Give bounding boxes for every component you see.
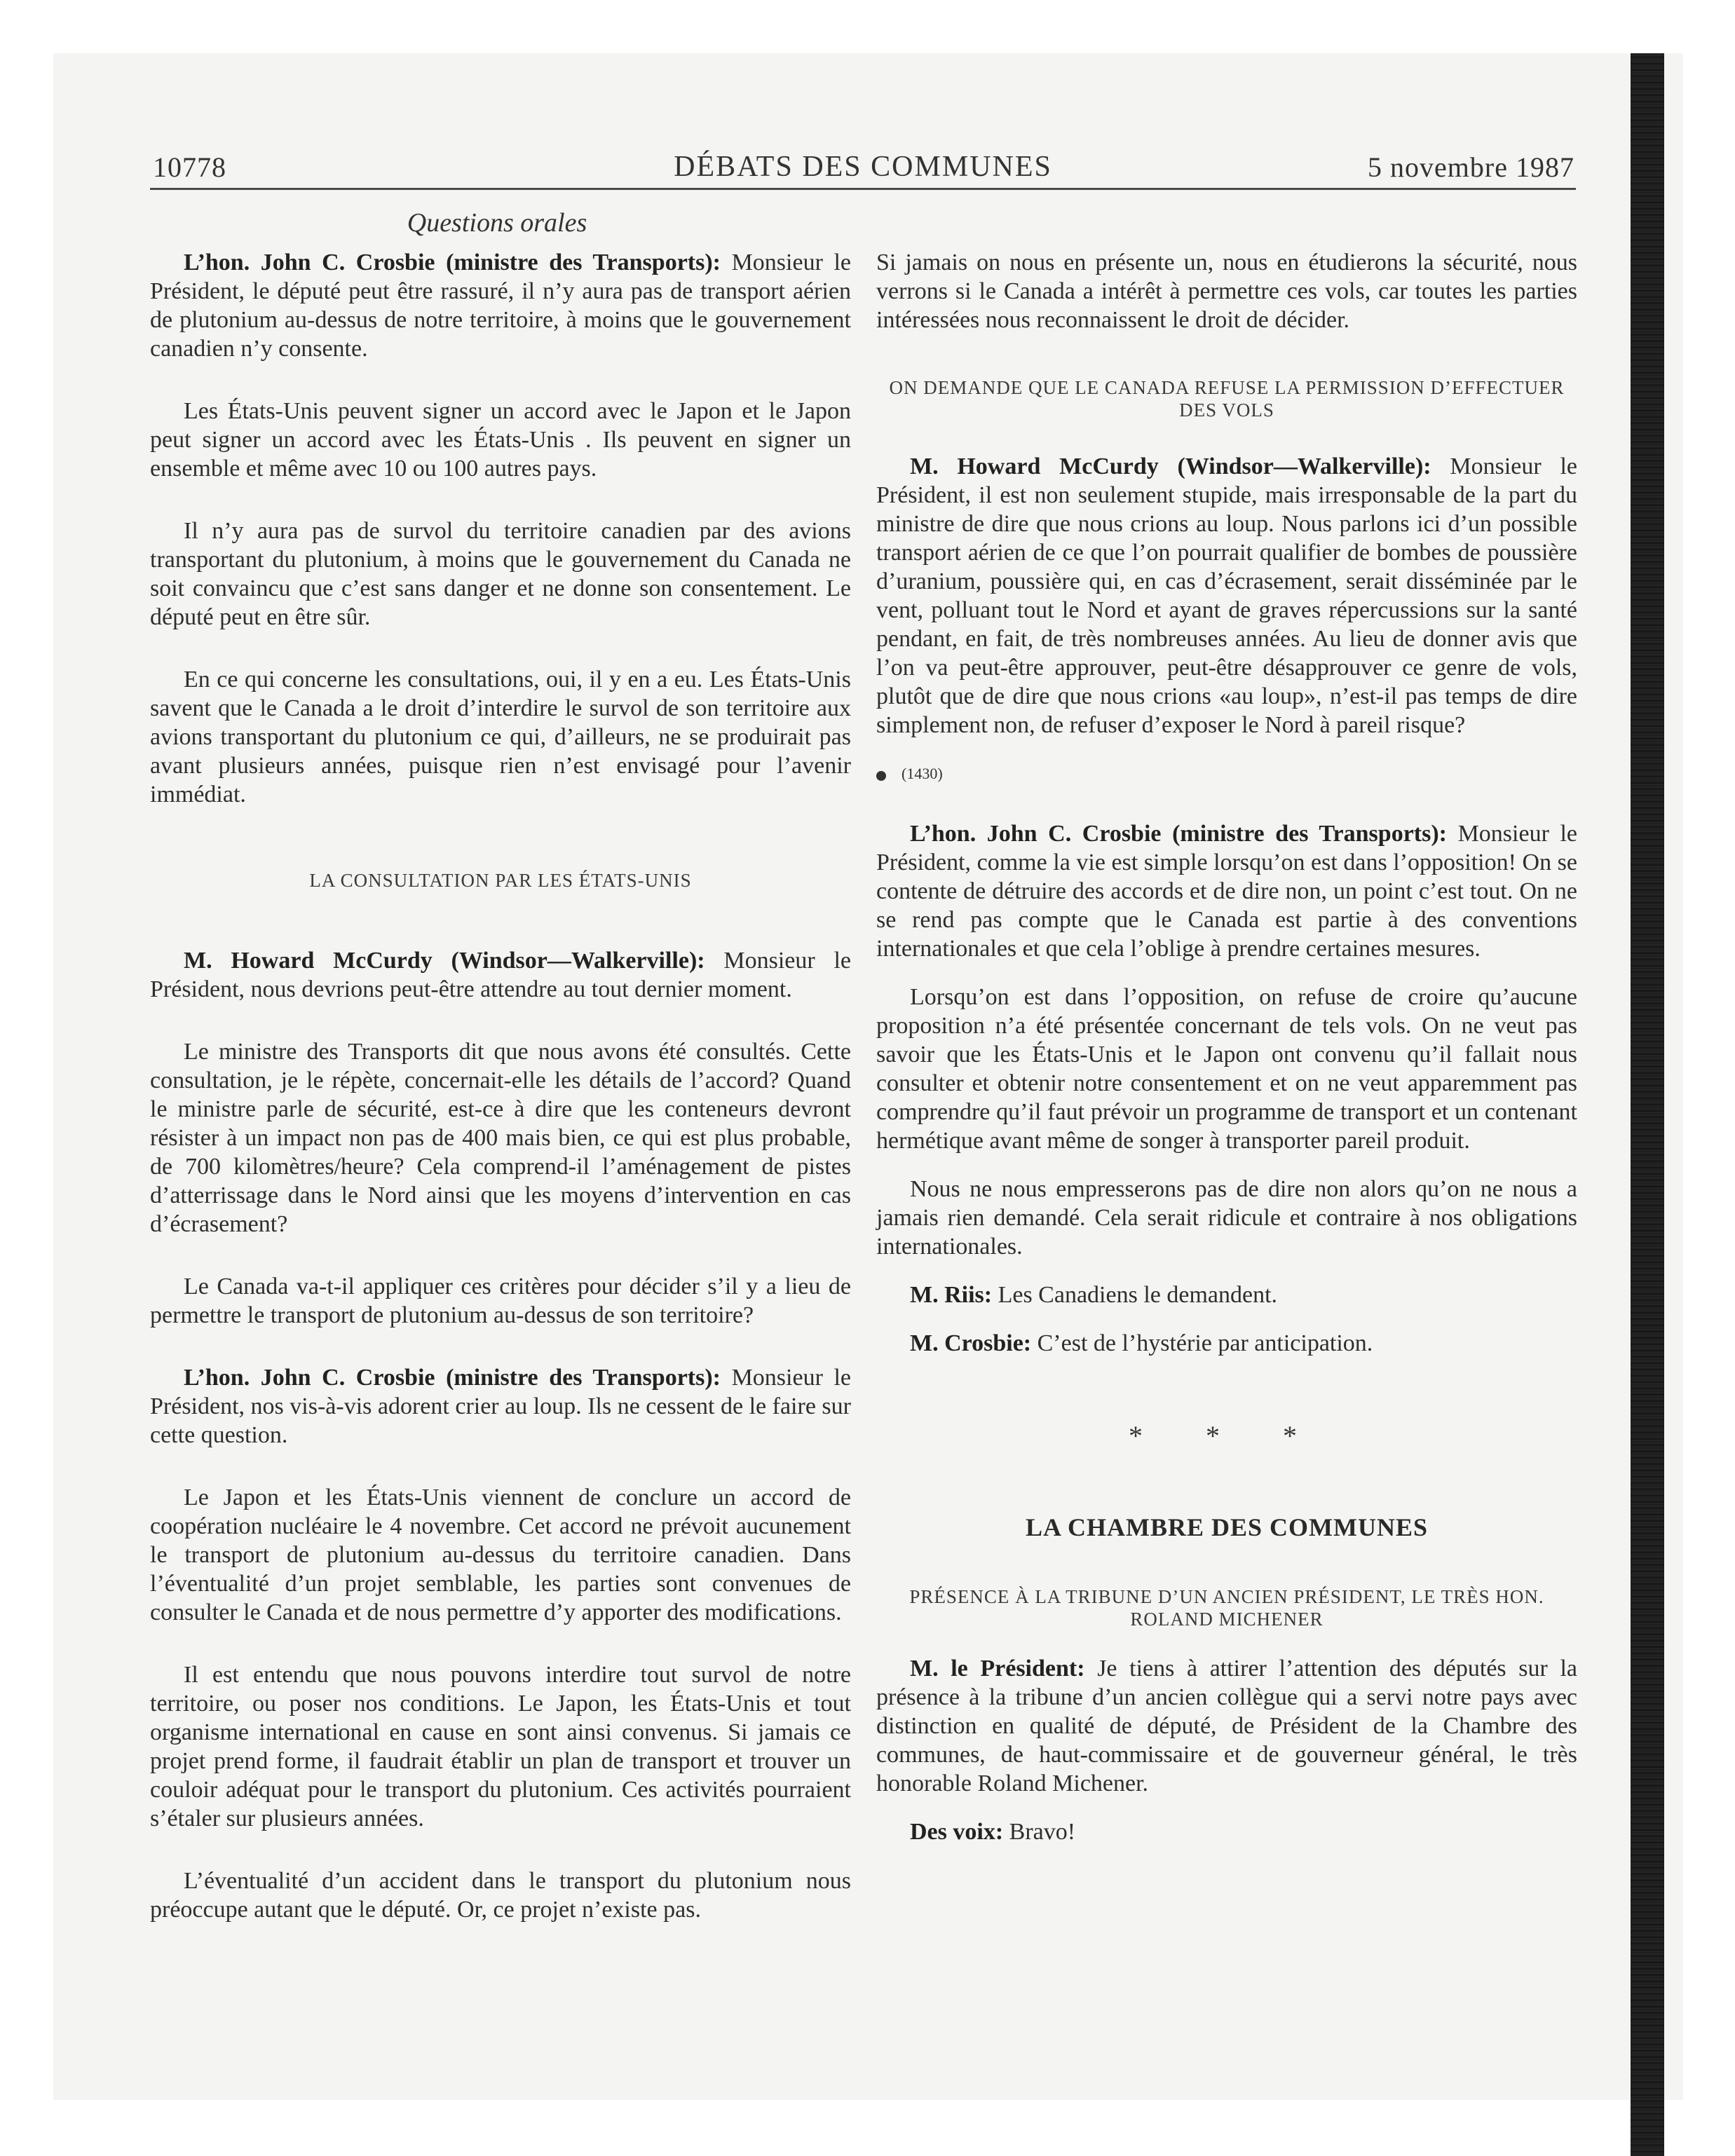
scan-edge-shadow (1631, 53, 1664, 2156)
paragraph (150, 248, 851, 363)
speaker-name: L’hon. John C. Crosbie (ministre des Transports): (910, 821, 1447, 847)
paragraph (876, 1817, 1577, 1846)
speech-text: C’est de l’hystérie par anticipation. (1031, 1330, 1373, 1356)
speech-text: Monsieur le Président, nous devrions peut-être attendre au tout dernier moment. (150, 948, 852, 1002)
paragraph (150, 946, 851, 1004)
speaker-name: M. Howard McCurdy (Windsor—Walkerville): (184, 948, 705, 974)
page-number: 10778 (153, 151, 226, 183)
speaker-name: M. Howard McCurdy (Windsor—Walkerville): (910, 453, 1431, 479)
paragraph: Lorsqu’on est dans l’opposition, on refuse de croire qu’aucune proposition n’a été présentée concernant de tels vols. On ne veut pas savoir que les États-Unis et le Japon ont convenu qu’il fallait nous consulter et obtenir notre consentement et on ne veut apparemment pas comprendre qu’il faut prévoir un programme de transport et un contenant hermétique avant même de songer à transporter pareil produit. (876, 984, 1577, 1154)
publication-title: DÉBATS DES COMMUNES (674, 151, 1052, 183)
paragraph: Il est entendu que nous pouvons interdire tout survol de notre territoire, ou poser nos conditions. Le Japon, les États-Unis et tout organisme international en cause en sont ainsi convenus. Si jamais ce projet prend forme, il faudrait établir un plan de transport et trouver un couloir adéquat pour le transport du plutonium. Ces activités pourraient s’étaler sur plusieurs années. (150, 1662, 851, 1831)
speech-text: Monsieur le Président, il est non seulement stupide, mais irresponsable de la part du ministre de dire que nous crions au loup. Nous parlons ici d’un possible transport aérien de ce que l’on pourrait qualifier de bombes de poussière d’uranium, poussière qui, en cas d’écrasement, serait disséminée par le vent, polluant tout le Nord et ayant de graves répercussions sur la santé pendant, en fait, de très nombreuses années. Au lieu de donner avis que l’on va peut-être approuver, peut-être désapprouver ce genre de vols, plutôt que de dire que nous crions «au loup», n’est-il pas temps de dire simplement non, de refuser d’exposer le Nord à pareil risque? (876, 453, 1578, 738)
speaker-name: M. le Président: (910, 1656, 1085, 1681)
paragraph: Si jamais on nous en présente un, nous en étudierons la sécurité, nous verrons si le Canada a intérêt à permettre ces vols, car toutes les parties intéressées nous reconnaissent le droit de décider. (876, 250, 1577, 333)
paragraph: Le Japon et les États-Unis viennent de conclure un accord de coopération nucléaire le 4 novembre. Cet accord ne prévoit aucunement le transport de plutonium au-dessus du territoire canadien. Dans l’éventualité d’un projet semblable, les parties sont convenues de consulter le Canada et de nous permettre d’y apporter des modifications. (150, 1485, 851, 1625)
speech-text: Bravo! (1003, 1819, 1076, 1845)
section-subheading: PRÉSENCE À LA TRIBUNE D’UN ANCIEN PRÉSIDENT, LE TRÈS HON. ROLAND MICHENER (909, 1586, 1544, 1630)
publication-date: 5 novembre 1987 (1368, 151, 1574, 183)
timestamp: (1430) (901, 765, 943, 782)
bullet-icon (876, 771, 886, 781)
paragraph (876, 1281, 1577, 1309)
speaker-name: L’hon. John C. Crosbie (ministre des Transports): (184, 250, 721, 275)
section-separator: * * * (1129, 1420, 1325, 1452)
speech-text: Monsieur le Président, le député peut être rassuré, il n’y aura pas de transport aérien de plutonium au-dessus de notre territoire, à moins que le gouvernement canadien n’y consente. (150, 250, 852, 362)
paragraph: Nous ne nous empresserons pas de dire non alors qu’on ne nous a jamais rien demandé. Cela serait ridicule et contraire à nos obligations internationales. (876, 1176, 1577, 1260)
page-header (150, 144, 1576, 190)
speech-text: Monsieur le Président, comme la vie est simple lorsqu’on est dans l’opposition! On se contente de détruire des accords et de dire non, un point c’est tout. On ne se rend pas compte que le Canada est partie à des conventions internationales et que cela l’oblige à prendre certaines mesures. (876, 821, 1578, 962)
speech-text: Je tiens à attirer l’attention des députés sur la présence à la tribune d’un ancien collègue qui a servi notre pays avec distinction en qualité de député, de Président de la Chambre des communes, de haut-commissaire et de gouverneur général, le très honorable Roland Michener. (876, 1656, 1577, 1796)
main-heading: LA CHAMBRE DES COMMUNES (1025, 1513, 1429, 1541)
speech-text: Monsieur le Président, nos vis-à-vis adorent crier au loup. Ils ne cessent de le faire sur cette question. (150, 1365, 852, 1448)
paragraph (876, 1654, 1577, 1798)
paragraph: Les États-Unis peuvent signer un accord avec le Japon et le Japon peut signer un accord avec les États-Unis . Ils peuvent en signer un ensemble et même avec 10 ou 100 autres pays. (150, 398, 851, 482)
section-subheading: ON DEMANDE QUE LE CANADA REFUSE LA PERMISSION D’EFFECTUER DES VOLS (889, 377, 1565, 421)
paragraph: Le Canada va-t-il appliquer ces critères pour décider s’il y a lieu de permettre le transport de plutonium au-dessus de son territoire? (150, 1274, 851, 1328)
section-title: Questions orales (407, 208, 587, 238)
left-column (150, 248, 851, 1924)
speaker-name: M. Riis: (910, 1282, 993, 1308)
right-column (876, 248, 1577, 1846)
section-subheading: LA CONSULTATION PAR LES ÉTATS-UNIS (309, 870, 692, 891)
paragraph: L’éventualité d’un accident dans le transport du plutonium nous préoccupe autant que le député. Or, ce projet n’existe pas. (150, 1868, 851, 1923)
speech-text: Les Canadiens le demandent. (992, 1282, 1278, 1308)
paragraph (876, 819, 1577, 963)
paragraph (150, 1363, 851, 1449)
paragraph: En ce qui concerne les consultations, oui, il y en a eu. Les États-Unis savent que le Canada a le droit d’interdire le survol de son territoire aux avions transportant du plutonium ce qui, d’ailleurs, ne se produirait pas avant plusieurs années, puisque rien n’est envisagé pour l’avenir immédiat. (150, 667, 851, 807)
speaker-name: M. Crosbie: (910, 1330, 1032, 1356)
speaker-name: Des voix: (910, 1819, 1004, 1845)
paragraph (876, 1329, 1577, 1358)
paragraph: Le ministre des Transports dit que nous avons été consultés. Cette consultation, je le répète, concernait-elle les détails de l’accord? Quand le ministre parle de sécurité, est-ce à dire que les conteneurs devront résister à un impact non pas de 400 mais bien, ce qui est plus probable, de 700 kilomètres/heure? Cela comprend-il l’aménagement de pistes d’atterrissage dans le Nord ainsi que les moyens d’intervention en cas d’écrasement? (150, 1039, 851, 1237)
speaker-name: L’hon. John C. Crosbie (ministre des Transports): (184, 1365, 721, 1391)
timestamp-marker (876, 765, 1577, 783)
paragraph (876, 452, 1577, 739)
paragraph: Il n’y aura pas de survol du territoire canadien par des avions transportant du plutonium, à moins que le gouvernement du Canada ne soit convaincu que c’est sans danger et ne donne son consentement. Le député peut en être sûr. (150, 518, 851, 630)
